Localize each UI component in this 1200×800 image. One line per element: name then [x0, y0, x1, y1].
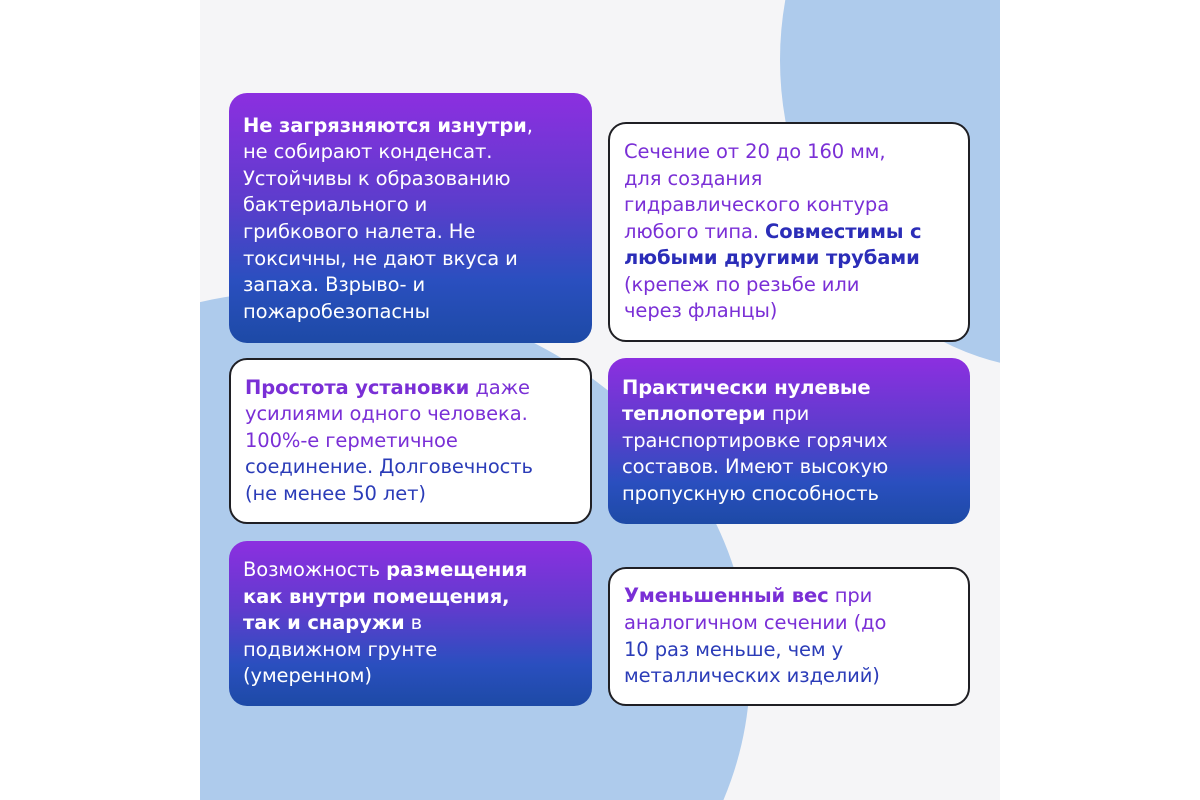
- card-line: грибкового налета. Не: [243, 220, 476, 243]
- card-line: 10 раз меньше, чем у: [624, 637, 844, 661]
- card-text: при: [828, 584, 873, 608]
- card-line: транспортировке горячих: [622, 428, 888, 452]
- card-highlight: Уменьшенный вес: [624, 584, 829, 608]
- card-contamination-resistance: [229, 93, 592, 343]
- card-line: токсичны, не дают вкуса и: [243, 246, 518, 270]
- card-highlight: Не загрязняются изнутри: [243, 113, 527, 137]
- card-line: [243, 557, 578, 584]
- card-line: Устойчивы к образованию: [243, 166, 511, 190]
- card-line: соединение. Долговечность: [245, 455, 533, 479]
- card-line: металлических изделий): [624, 664, 880, 688]
- card-line: не собирают конденсат.: [243, 140, 493, 164]
- card-text: Возможность: [243, 558, 387, 582]
- card-highlight: как внутри помещения,: [243, 584, 510, 608]
- card-highlight: теплопотери: [622, 402, 766, 426]
- card-line: составов. Имеют высокую: [622, 455, 889, 479]
- card-line: [243, 113, 578, 140]
- card-line: [624, 583, 954, 610]
- card-line: пропускную способность: [622, 481, 879, 505]
- card-line: подвижном грунте: [243, 637, 438, 661]
- card-text: даже: [469, 375, 530, 399]
- card-highlight: размещения: [386, 558, 528, 582]
- card-line: [622, 401, 956, 428]
- card-line: усилиями одного человека.: [245, 402, 528, 426]
- card-line: [243, 610, 578, 637]
- card-line: (не менее 50 лет): [245, 481, 426, 505]
- card-text: при: [765, 402, 810, 426]
- card-line: пожаробезопасны: [243, 299, 430, 323]
- card-highlight: так и снаружи: [243, 611, 405, 635]
- card-line: [624, 219, 954, 246]
- card-highlight: Совместимы с: [765, 219, 922, 243]
- card-line: Сечение от 20 до 160 мм,: [624, 140, 886, 164]
- card-section-diameter: [608, 122, 970, 342]
- card-reduced-weight: [608, 567, 970, 706]
- card-highlight: Практически нулевые: [622, 375, 871, 399]
- card-line: гидравлического контура: [624, 193, 890, 217]
- card-text: в: [404, 611, 423, 635]
- card-heat-loss: [608, 358, 970, 524]
- card-line: запаха. Взрыво- и: [243, 273, 426, 297]
- card-line: для создания: [624, 166, 763, 190]
- card-highlight: Простота установки: [245, 375, 470, 399]
- card-line: бактериального и: [243, 193, 428, 217]
- card-line: (умеренном): [243, 664, 372, 688]
- card-text: ,: [526, 113, 533, 137]
- card-text: любого типа.: [624, 219, 766, 243]
- card-easy-installation: [229, 358, 592, 524]
- card-line: [245, 375, 576, 402]
- card-line: через фланцы): [624, 299, 778, 323]
- card-highlight: любыми другими трубами: [624, 246, 920, 270]
- card-line: аналогичном сечении (до: [624, 610, 887, 634]
- card-placement: [229, 541, 592, 706]
- card-line: (крепеж по резьбе или: [624, 272, 860, 296]
- card-line: 100%-е герметичное: [245, 428, 458, 452]
